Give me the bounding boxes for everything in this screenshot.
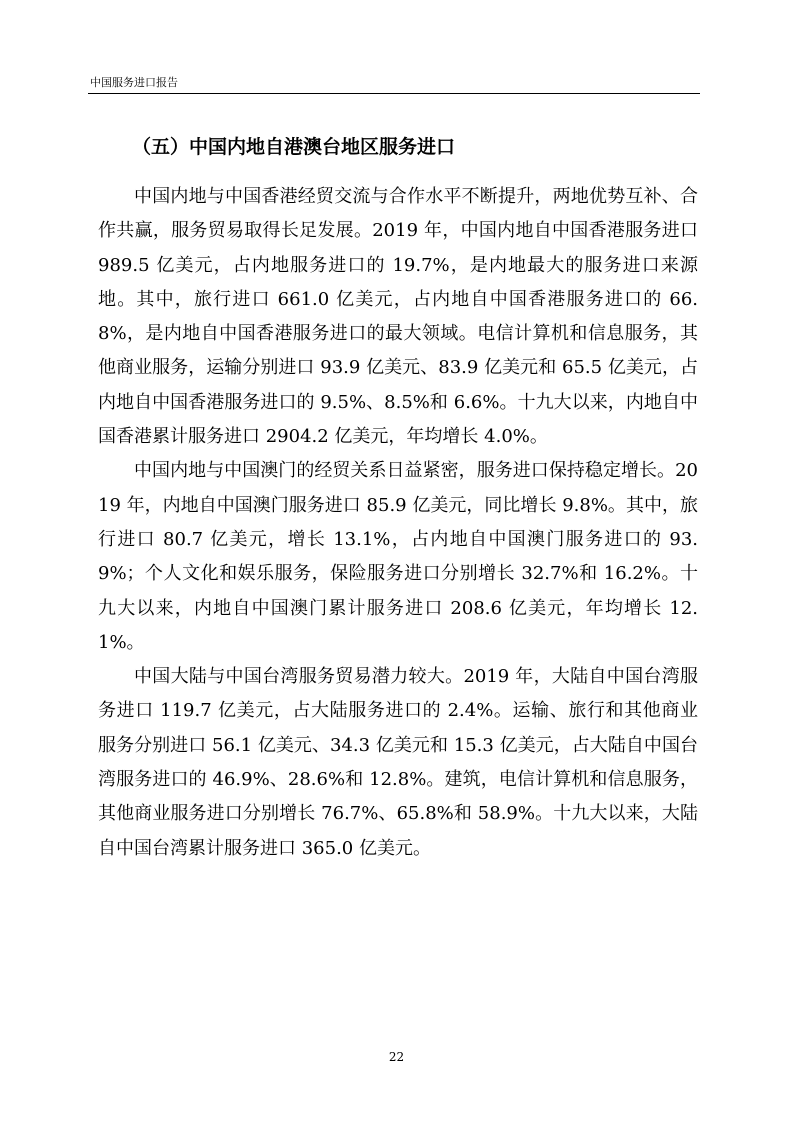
running-header: 中国服务进口报告	[90, 76, 178, 89]
paragraph-hong-kong: 中国内地与中国香港经贸交流与合作水平不断提升，两地优势互补、合作共赢，服务贸易取得长足发展。2019 年，中国内地自中国香港服务进口 989.5 亿美元，占内地服务进口的 19.7%，是内地最大的服务进口来源地。其中，旅行进口 661.0 亿美元，占内地自中国香港服务进口的 66.8%，是内地自中国香港服务进口的最大领域。电信计算机和信息服务，其他商业服务，运输分别进口 93.9 亿美元、83.9 亿美元和 65.5 亿美元，占内地自中国香港服务进口的 9.5%、8.5%和 6.6%。十九大以来，内地自中国香港累计服务进口 2904.2 亿美元，年均增长 4.0%。	[98, 186, 698, 448]
page-number: 22	[388, 1050, 405, 1064]
paragraph-macao: 中国内地与中国澳门的经贸关系日益紧密，服务进口保持稳定增长。2019 年，内地自中国澳门服务进口 85.9 亿美元，同比增长 9.8%。其中，旅行进口 80.7 亿美元，增长 13.1%，占内地自中国澳门服务进口的 93.9%；个人文化和娱乐服务，保险服务进口分别增长 32.7%和 16.2%。十九大以来，内地自中国澳门累计服务进口 208.6 亿美元，年均增长 12.1%。	[98, 460, 698, 653]
header-divider	[88, 93, 700, 94]
body-text	[98, 180, 698, 866]
section-heading: （五）中国内地自港澳台地区服务进口	[132, 136, 456, 158]
paragraph-taiwan: 中国大陆与中国台湾服务贸易潜力较大。2019 年，大陆自中国台湾服务进口 119.7 亿美元，占大陆服务进口的 2.4%。运输、旅行和其他商业服务分别进口 56.1 亿美元、34.3 亿美元和 15.3 亿美元，占大陆自中国台湾服务进口的 46.9%、28.6%和 12.8%。建筑，电信计算机和信息服务，其他商业服务进口分别增长 76.7%、65.8%和 58.9%。十九大以来，大陆自中国台湾累计服务进口 365.0 亿美元。	[98, 666, 698, 859]
